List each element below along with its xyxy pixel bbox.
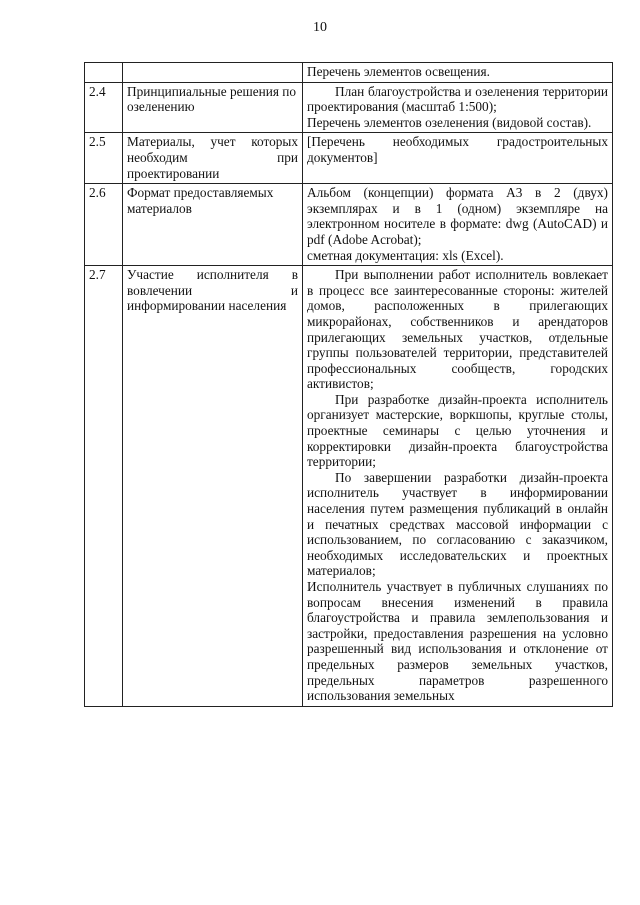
row-title: Принципиальные решения по озеленению	[123, 82, 303, 133]
row-description	[303, 133, 613, 184]
table-row	[85, 184, 613, 266]
description-paragraph: Перечень элементов озеленения (видовой состав).	[307, 114, 592, 130]
description-paragraph: По завершении разработки дизайн-проекта исполнитель участвует в информировании населения путем размещения публикаций в онлайн и печатных средствах массовой информации с использованием, по согласованию с заказчиком, необходимых исследовательских и проектных материалов;	[307, 469, 608, 579]
row-description	[303, 63, 613, 83]
description-paragraph: Перечень элементов освещения.	[307, 64, 490, 79]
description-paragraph: План благоустройства и озеленения территории проектирования (масштаб 1:500);	[307, 83, 608, 115]
page-number: 10	[313, 20, 327, 35]
description-paragraph: [Перечень необходимых градостроительных документов]	[307, 134, 608, 165]
row-description	[303, 266, 613, 707]
row-number	[85, 63, 123, 83]
row-number: 2.6	[85, 184, 123, 266]
row-title	[123, 63, 303, 83]
row-number: 2.7	[85, 266, 123, 707]
row-description	[303, 82, 613, 133]
table-row	[85, 63, 613, 83]
specification-table	[84, 62, 613, 707]
description-paragraph: Альбом (концепции) формата А3 в 2 (двух) экземплярах и в 1 (одном) экземпляре на электронном носителе в формате: dwg (AutoCAD) и pdf (Adobe Acrobat);	[307, 185, 608, 247]
row-title: Формат предоставляемых материалов	[123, 184, 303, 266]
description-paragraph: Исполнитель участвует в публичных слушаниях по вопросам внесения изменений в правила благоустройства и правила землепользования и застройки, предоставления разрешения на условно разрешенный вид использования и отклонение от предельных размеров земельных участков, предельных параметров разрешенного использования земельных	[307, 579, 608, 704]
table-row	[85, 82, 613, 133]
table-row	[85, 133, 613, 184]
description-paragraph: сметная документация: xls (Excel).	[307, 247, 504, 263]
row-title: Участие исполнителя в вовлечении и информировании населения	[123, 266, 303, 707]
row-description	[303, 184, 613, 266]
row-number: 2.5	[85, 133, 123, 184]
row-number: 2.4	[85, 82, 123, 133]
description-paragraph: При выполнении работ исполнитель вовлекает в процесс все заинтересованные стороны: жителей домов, расположенных в прилегающих микрорайонах, собственников и арендаторов прилегающих земельных участков, отдельные группы пользователей территории, представителей профессиональных сообществ, городских активистов;	[307, 267, 608, 392]
description-paragraph: При разработке дизайн-проекта исполнитель организует мастерские, воркшопы, круглые столы, проектные семинары с целью уточнения и корректировки дизайн-проекта благоустройства территории;	[307, 391, 608, 470]
table-row	[85, 266, 613, 707]
row-title: Материалы, учет которых необходим при проектировании	[123, 133, 303, 184]
